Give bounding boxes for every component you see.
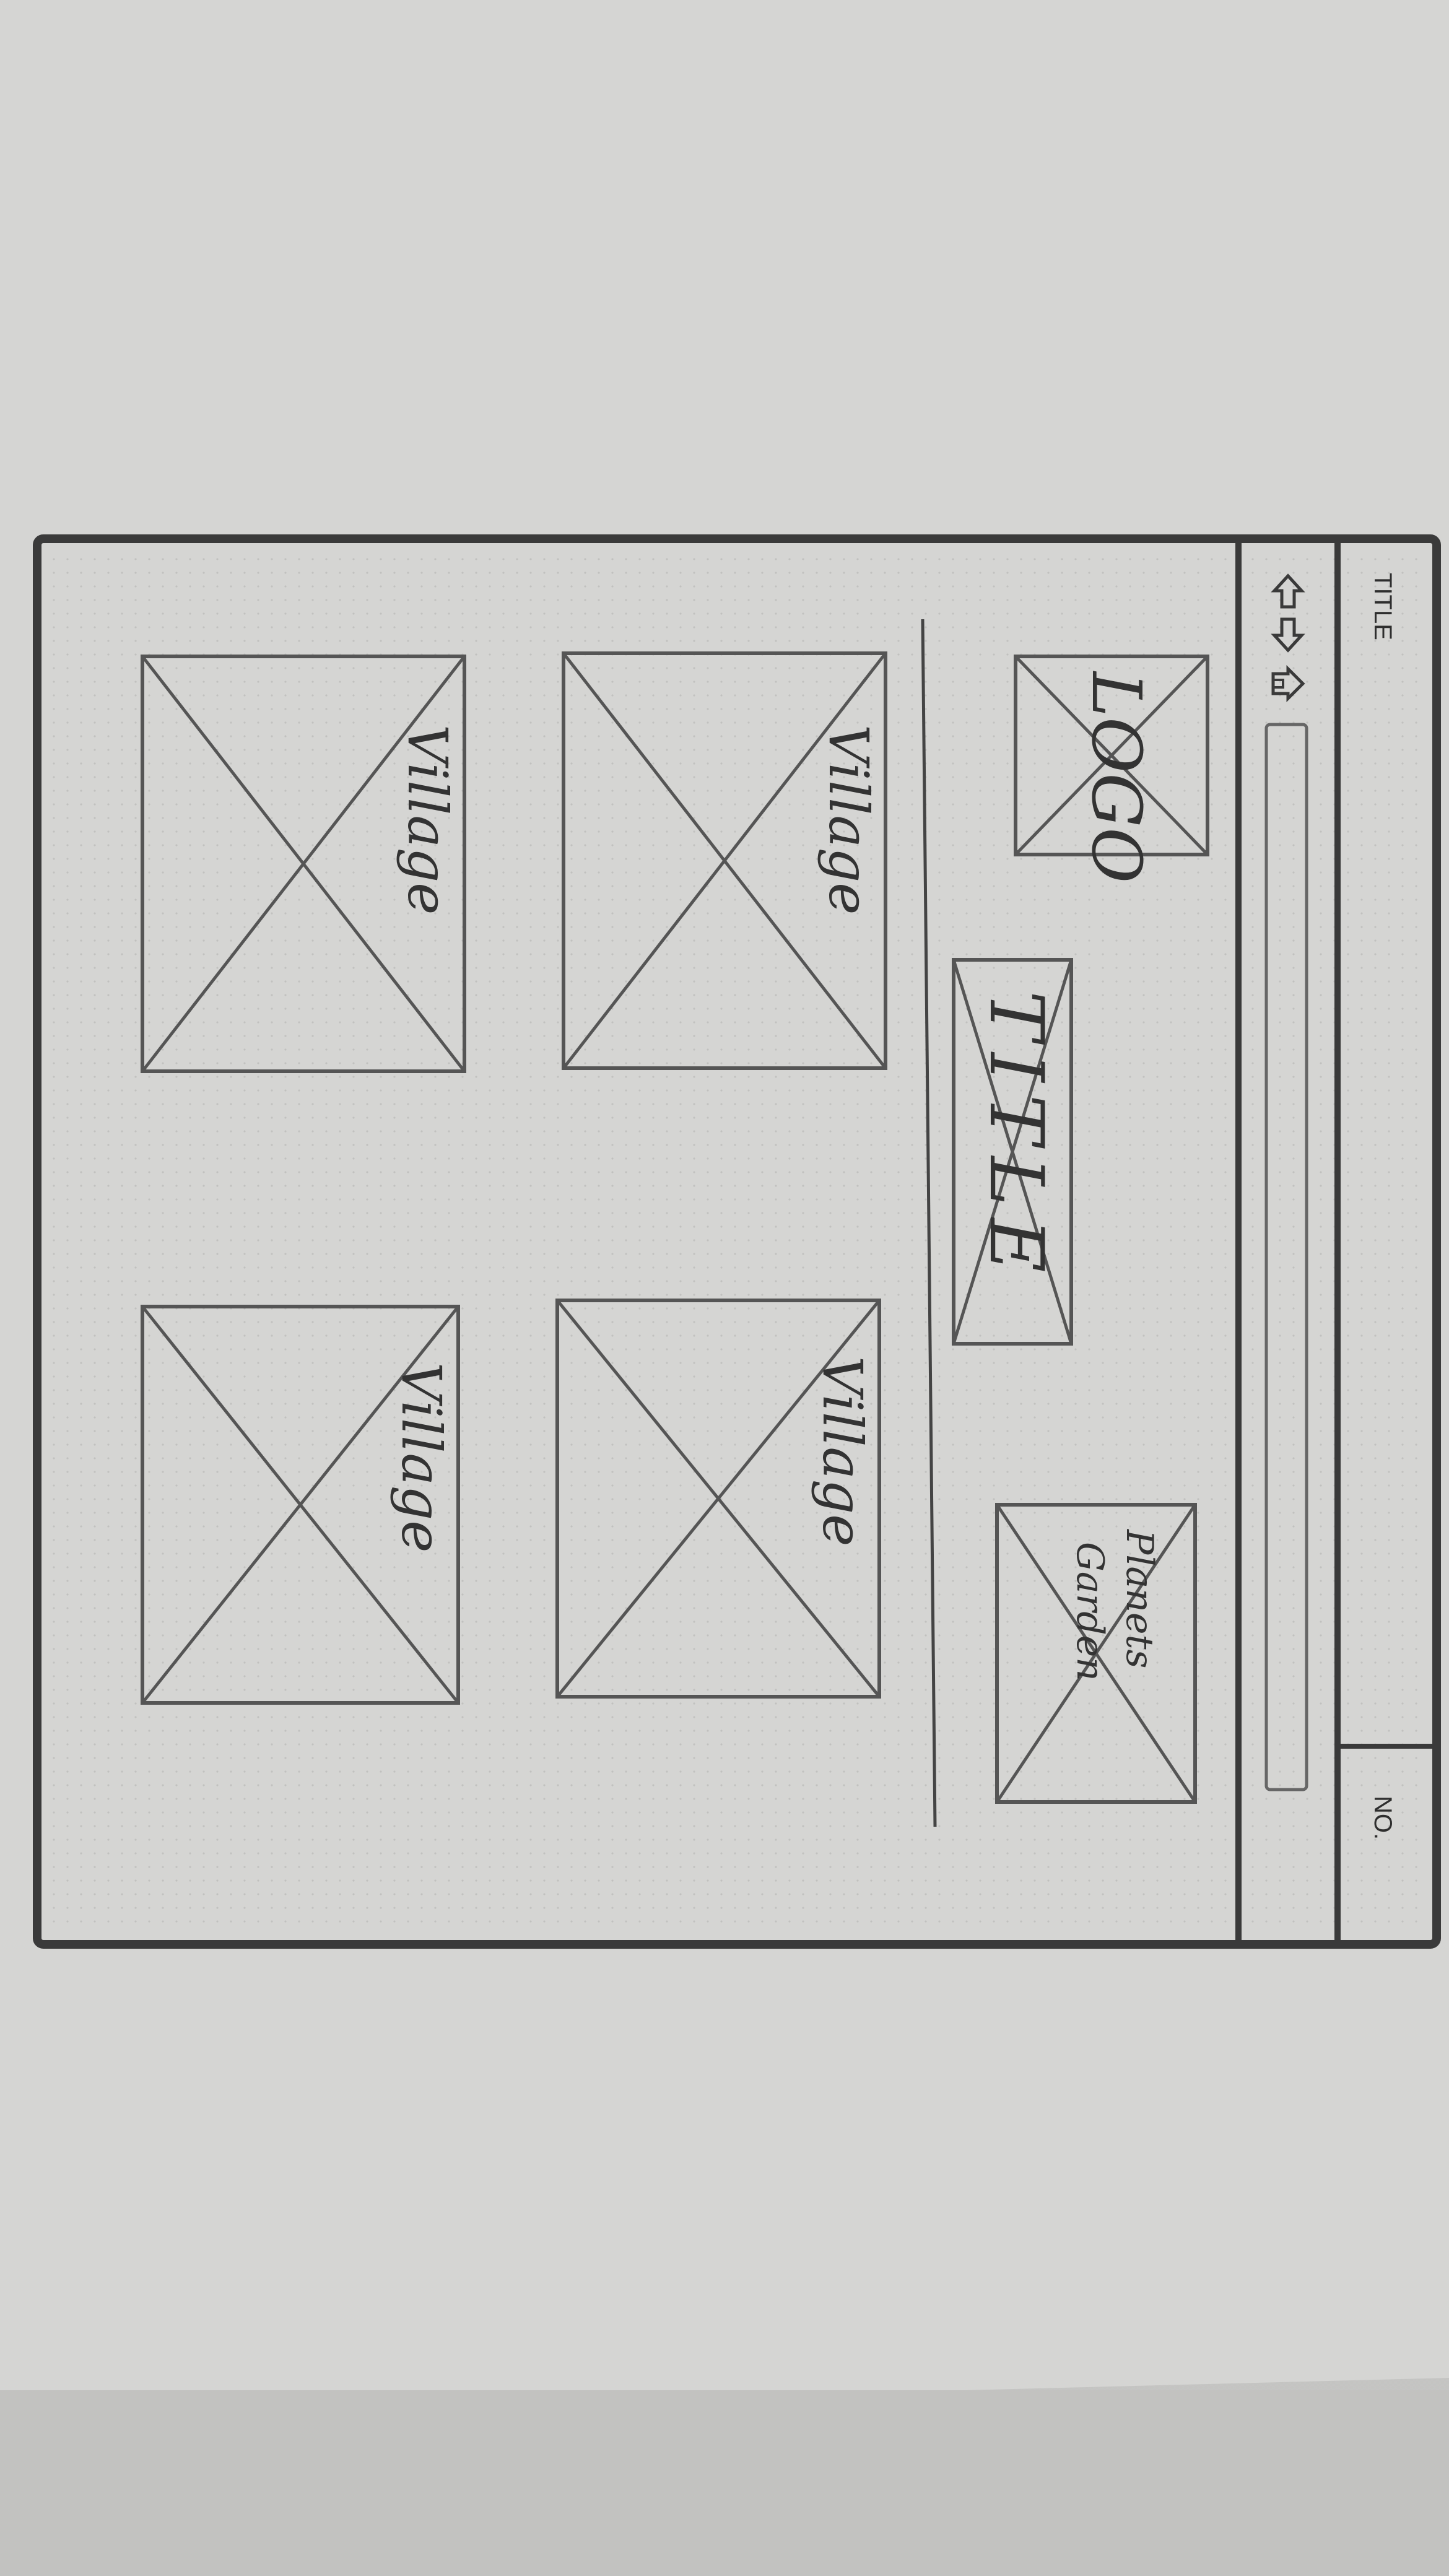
village-label-2: Village	[811, 1356, 874, 1547]
header-number: NO.	[1369, 1796, 1396, 1840]
village-label-3: Village	[396, 724, 459, 915]
logo-label: LOGO	[1077, 672, 1156, 884]
village-label-4: Village	[389, 1362, 453, 1553]
planets-label-line2: Garden	[1068, 1542, 1112, 1681]
planets-label-line1: Planets	[1118, 1530, 1161, 1669]
title-label: TITLE	[973, 991, 1059, 1285]
header-title: TITLE	[1369, 573, 1396, 640]
paper-bottom-edge	[0, 2390, 1449, 2576]
dot-grid	[50, 551, 1424, 1932]
wireframe-group	[37, 539, 1437, 1944]
village-label-1: Village	[817, 724, 881, 915]
